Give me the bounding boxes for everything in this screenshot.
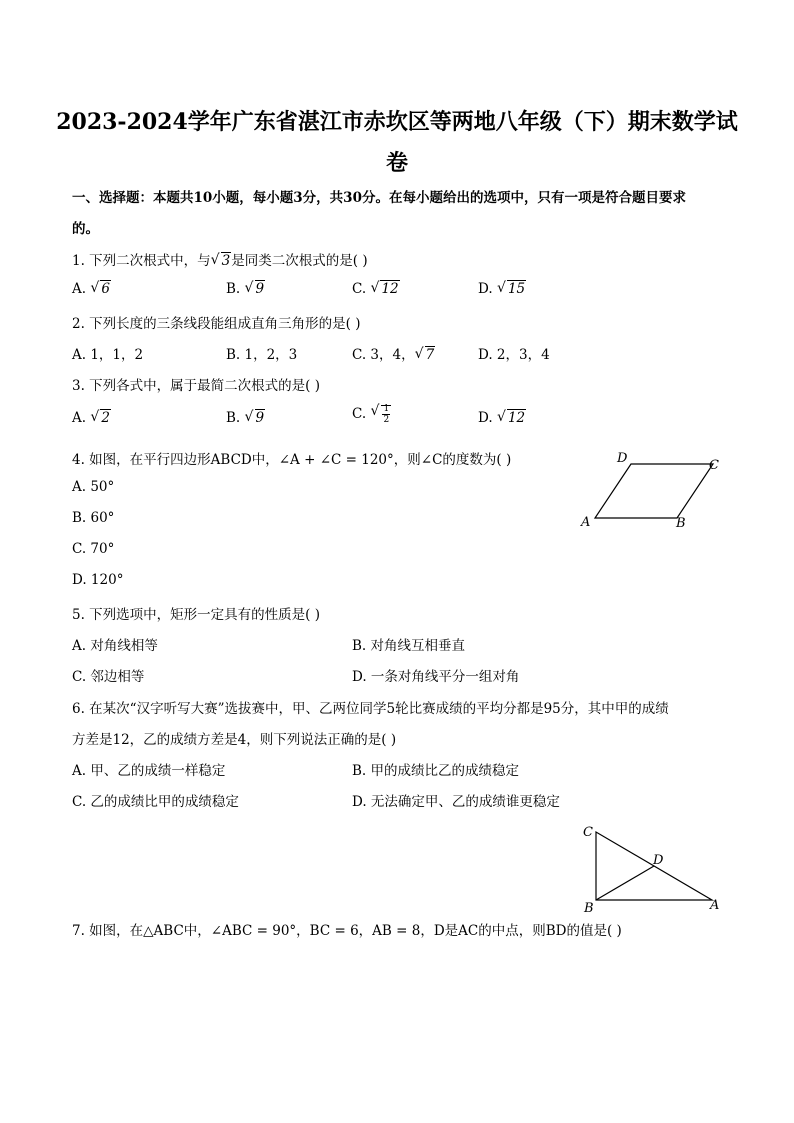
- section-instructions-continued: 的。: [72, 221, 99, 237]
- point-label-d: D: [653, 853, 664, 868]
- page-title-continued: 卷: [385, 150, 408, 176]
- sqrt-symbol: √ 3: [212, 253, 232, 269]
- q3-option-c[interactable]: C. √ $\frac{1}{2}$: [352, 404, 391, 425]
- q4-option-c[interactable]: C. 70°: [72, 541, 115, 557]
- section-instructions: 一、选择题：本题共10小题，每小题3分，共30分。在每小题给出的选项中，只有一项是符合题目要求: [72, 190, 686, 206]
- q2-option-a[interactable]: A. 1，1，2: [72, 347, 144, 363]
- q4-option-b[interactable]: B. 60°: [72, 510, 115, 526]
- q1-option-b[interactable]: B. √ 9: [226, 281, 265, 297]
- parallelogram-abcd: [595, 464, 713, 518]
- question-7-stem: 7. 如图，在△ABC中，∠ABC = 90°，BC = 6，AB = 8，D是AC的中点，则BD的值是( ): [72, 923, 622, 939]
- q1-option-c[interactable]: C. √ 12: [352, 281, 400, 297]
- question-1-stem: [72, 249, 368, 269]
- q2-option-c[interactable]: C. 3，4，√ 7: [352, 343, 435, 363]
- q5-option-b[interactable]: B. 对角线互相垂直: [352, 638, 466, 654]
- q4-option-a[interactable]: A. 50°: [72, 479, 115, 495]
- vertex-label-a: A: [710, 898, 720, 913]
- question-6-stem: 6. 在某次“汉字听写大赛”选拔赛中，甲、乙两位同学5轮比赛成绩的平均分都是95分，其中甲的成绩: [72, 701, 669, 717]
- vertex-label-b: B: [584, 901, 594, 916]
- question-1-text-end: 是同类二次根式的是( ): [231, 253, 368, 269]
- question-6-stem-continued: 方差是12，乙的成绩方差是4，则下列说法正确的是( ): [72, 732, 397, 748]
- page-title: 2023-2024学年广东省湛江市赤坎区等两地八年级（下）期末数学试: [56, 109, 738, 135]
- q6-option-b[interactable]: B. 甲的成绩比乙的成绩稳定: [352, 763, 520, 779]
- vertex-label-c: C: [709, 458, 719, 473]
- q1-option-a[interactable]: A. √ 6: [72, 281, 111, 297]
- vertex-label-b: B: [676, 516, 686, 531]
- vertex-label-a: A: [581, 515, 591, 530]
- question-5-stem: 5. 下列选项中，矩形一定具有的性质是( ): [72, 607, 320, 623]
- question-2-stem: 2. 下列长度的三条线段能组成直角三角形的是( ): [72, 316, 361, 332]
- parallelogram-figure: [575, 445, 735, 535]
- q3-option-b[interactable]: B. √ 9: [226, 410, 265, 426]
- vertex-label-c: C: [583, 825, 593, 840]
- vertex-label-d: D: [617, 451, 628, 466]
- question-1-text: 1. 下列二次根式中，与: [72, 253, 211, 269]
- q5-option-d[interactable]: D. 一条对角线平分一组对角: [352, 669, 520, 685]
- q6-option-a[interactable]: A. 甲、乙的成绩一样稳定: [72, 763, 226, 779]
- q2-option-d[interactable]: D. 2，3，4: [478, 347, 550, 363]
- question-3-stem: 3. 下列各式中，属于最简二次根式的是( ): [72, 378, 320, 394]
- segment-bd: [596, 866, 654, 900]
- right-triangle-figure: [575, 820, 735, 920]
- q6-option-d[interactable]: D. 无法确定甲、乙的成绩谁更稳定: [352, 794, 560, 810]
- q1-option-d[interactable]: D. √ 15: [478, 281, 526, 297]
- q4-option-d[interactable]: D. 120°: [72, 572, 124, 588]
- q3-option-a[interactable]: A. √ 2: [72, 410, 111, 426]
- question-4-stem: 4. 如图，在平行四边形ABCD中，∠A + ∠C = 120°，则∠C的度数为( ): [72, 452, 512, 468]
- q2-option-b[interactable]: B. 1，2，3: [226, 347, 298, 363]
- q3-option-d[interactable]: D. √ 12: [478, 410, 526, 426]
- q5-option-a[interactable]: A. 对角线相等: [72, 638, 158, 654]
- q5-option-c[interactable]: C. 邻边相等: [72, 669, 145, 685]
- q6-option-c[interactable]: C. 乙的成绩比甲的成绩稳定: [72, 794, 239, 810]
